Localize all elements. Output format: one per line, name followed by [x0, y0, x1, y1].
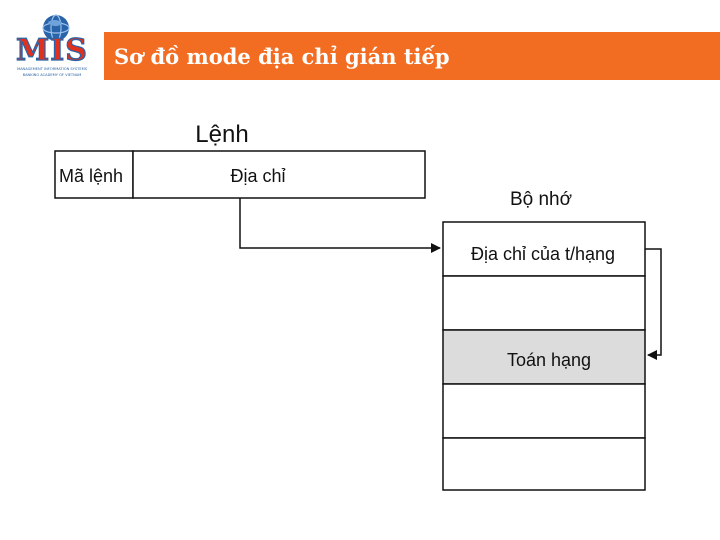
memory-cell — [443, 384, 645, 438]
address-label: Địa chỉ — [230, 166, 286, 186]
operand-arrow — [645, 249, 661, 355]
instruction-title: Lệnh — [195, 121, 249, 148]
memory-title: Bộ nhớ — [509, 189, 573, 210]
logo-line-2: BANKING ACADEMY OF VIETNAM — [22, 73, 82, 77]
memory-block — [443, 222, 645, 490]
memory-cell — [443, 438, 645, 490]
memory-cell — [443, 276, 645, 330]
memory-cell-label: Địa chỉ của t/hạng — [470, 244, 616, 264]
operand-label: Toán hạng — [506, 350, 592, 370]
logo-line-1: MANAGEMENT INFORMATION SYSTEMS — [16, 67, 88, 71]
address-arrow — [240, 198, 440, 248]
logo-mark: MIS — [16, 33, 88, 68]
slide-title: Sơ đồ mode địa chỉ gián tiếp — [114, 43, 450, 69]
instruction-box — [55, 151, 425, 198]
opcode-label: Mã lệnh — [58, 166, 124, 186]
